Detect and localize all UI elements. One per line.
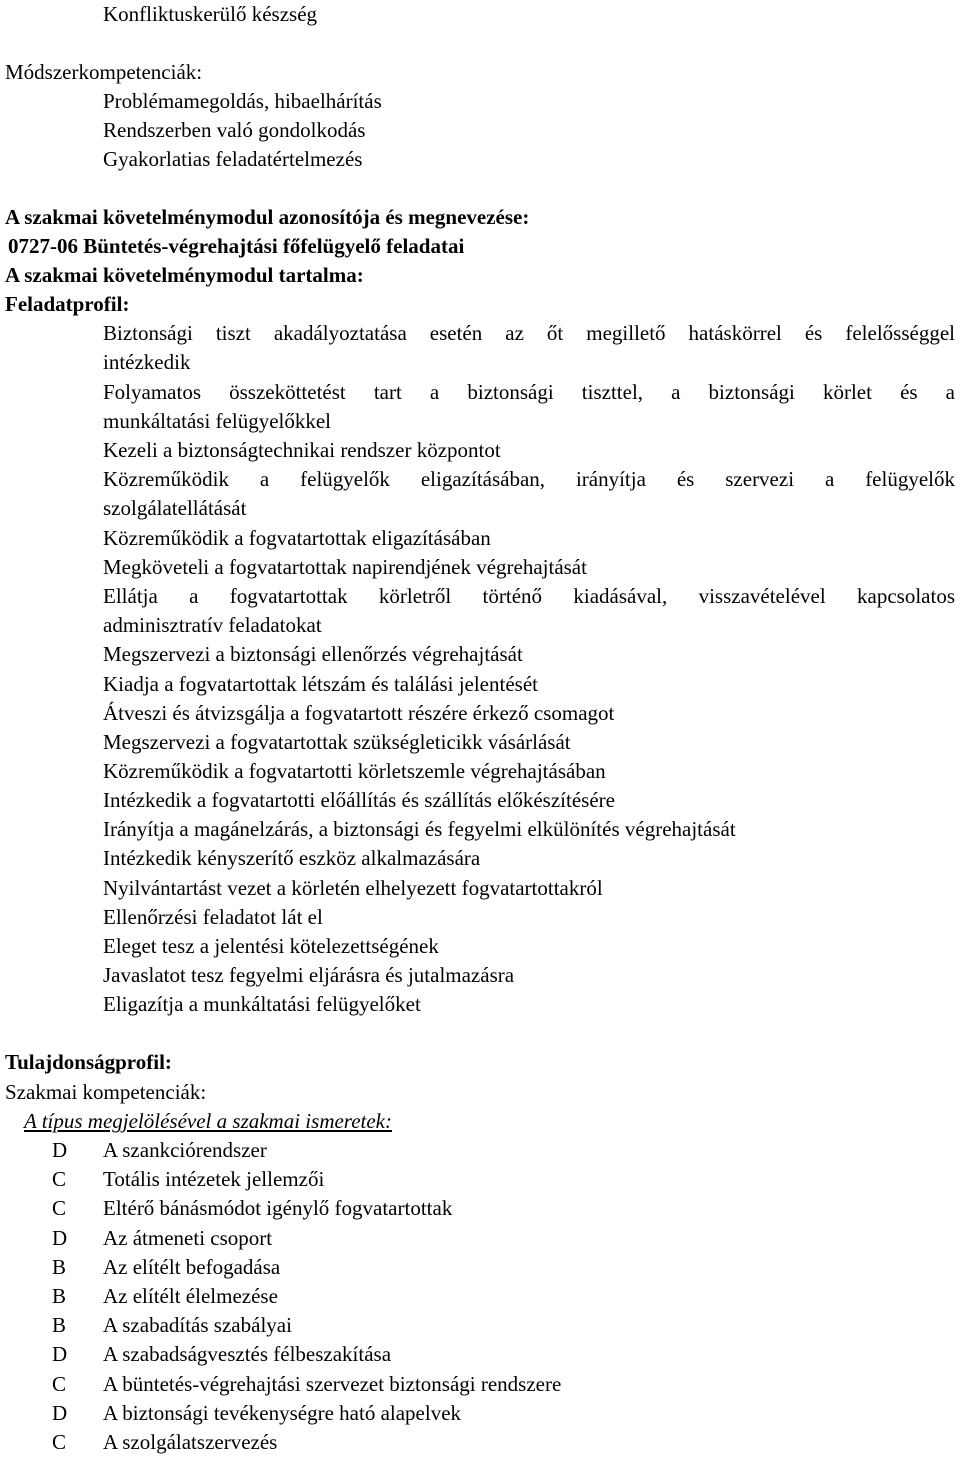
module-content-heading: A szakmai követelménymodul tartalma: bbox=[5, 263, 364, 287]
knowledge-level: D bbox=[52, 1138, 68, 1162]
knowledge-item: A szabadítás szabályai bbox=[103, 1313, 292, 1337]
task-line: Megszervezi a fogvatartottak szükségleticikk vásárlását bbox=[103, 730, 571, 754]
task-line: Közreműködik a felügyelők eligazításában, irányítja és szervezi a felügyelők bbox=[103, 467, 955, 491]
knowledge-row bbox=[0, 1224, 960, 1253]
task-line: Ellátja a fogvatartottak körletről történő kiadásával, visszavételével kapcsolatos bbox=[103, 584, 955, 608]
knowledge-level: B bbox=[52, 1284, 67, 1308]
task-line: Közreműködik a fogvatartottak eligazításában bbox=[103, 526, 491, 550]
module-id-heading: A szakmai követelménymodul azonosítója és megnevezése: bbox=[5, 205, 530, 229]
traits-profile-heading: Tulajdonságprofil: bbox=[5, 1050, 172, 1074]
knowledge-item: A szankciórendszer bbox=[103, 1138, 267, 1162]
knowledge-item: A biztonsági tevékenységre ható alapelvek bbox=[103, 1401, 462, 1425]
task-line-continuation: szolgálatellátását bbox=[103, 496, 247, 520]
method-competence-item: Rendszerben való gondolkodás bbox=[103, 118, 366, 142]
task-line-continuation: adminisztratív feladatokat bbox=[103, 613, 322, 637]
knowledge-item: A szabadságvesztés félbeszakítása bbox=[103, 1342, 392, 1366]
task-line: Intézkedik kényszerítő eszköz alkalmazására bbox=[103, 846, 481, 870]
knowledge-row bbox=[0, 1311, 960, 1340]
knowledge-item: A büntetés-végrehajtási szervezet biztonsági rendszere bbox=[103, 1372, 562, 1396]
task-line: Kiadja a fogvatartottak létszám és találási jelentését bbox=[103, 672, 538, 696]
task-line: Folyamatos összeköttetést tart a biztonsági tiszttel, a biztonsági körlet és a bbox=[103, 380, 955, 404]
knowledge-row bbox=[0, 1340, 960, 1369]
knowledge-row bbox=[0, 1253, 960, 1282]
knowledge-level: C bbox=[52, 1196, 67, 1220]
knowledge-level: D bbox=[52, 1401, 68, 1425]
method-competence-item: Gyakorlatias feladatértelmezés bbox=[103, 147, 363, 171]
knowledge-type-heading: A típus megjelölésével a szakmai ismeretek: bbox=[24, 1109, 392, 1133]
knowledge-row bbox=[0, 1194, 960, 1223]
task-line-continuation: munkáltatási felügyelőkkel bbox=[103, 409, 332, 433]
task-line: Átveszi és átvizsgálja a fogvatartott részére érkező csomagot bbox=[103, 701, 615, 725]
knowledge-row bbox=[0, 1136, 960, 1165]
knowledge-item: Az elítélt élelmezése bbox=[103, 1284, 278, 1308]
task-line: Intézkedik a fogvatartotti előállítás és szállítás előkészítésére bbox=[103, 788, 615, 812]
knowledge-row bbox=[0, 1399, 960, 1428]
task-line: Ellenőrzési feladatot lát el bbox=[103, 905, 323, 929]
skill-line-conflict-avoidance: Konfliktuskerülő készség bbox=[103, 2, 318, 26]
knowledge-level: C bbox=[52, 1167, 67, 1191]
task-line-continuation: intézkedik bbox=[103, 350, 191, 374]
module-id-value: 0727-06 Büntetés-végrehajtási főfelügyelő feladatai bbox=[8, 234, 465, 258]
knowledge-item: Eltérő bánásmódot igénylő fogvatartottak bbox=[103, 1196, 453, 1220]
task-line: Eligazítja a munkáltatási felügyelőket bbox=[103, 992, 421, 1016]
knowledge-item: Az átmeneti csoport bbox=[103, 1226, 273, 1250]
knowledge-level: C bbox=[52, 1430, 67, 1454]
task-line: Javaslatot tesz fegyelmi eljárásra és jutalmazásra bbox=[103, 963, 515, 987]
knowledge-level: C bbox=[52, 1372, 67, 1396]
knowledge-row bbox=[0, 1282, 960, 1311]
task-line: Közreműködik a fogvatartotti körletszemle végrehajtásában bbox=[103, 759, 606, 783]
task-line: Megköveteli a fogvatartottak napirendjének végrehajtását bbox=[103, 555, 587, 579]
knowledge-row bbox=[0, 1165, 960, 1194]
task-line: Megszervezi a biztonsági ellenőrzés végrehajtását bbox=[103, 642, 523, 666]
knowledge-level: B bbox=[52, 1255, 67, 1279]
task-line: Kezeli a biztonságtechnikai rendszer központot bbox=[103, 438, 501, 462]
knowledge-item: Totális intézetek jellemzői bbox=[103, 1167, 325, 1191]
method-competence-item: Problémamegoldás, hibaelhárítás bbox=[103, 89, 382, 113]
task-profile-heading: Feladatprofil: bbox=[5, 292, 130, 316]
knowledge-level: D bbox=[52, 1226, 68, 1250]
task-line: Biztonsági tiszt akadályoztatása esetén az őt megillető hatáskörrel és felelősséggel bbox=[103, 321, 955, 345]
knowledge-item: Az elítélt befogadása bbox=[103, 1255, 281, 1279]
task-line: Nyilvántartást vezet a körletén elhelyezett fogvatartottakról bbox=[103, 876, 603, 900]
knowledge-level: B bbox=[52, 1313, 67, 1337]
professional-competences-heading: Szakmai kompetenciák: bbox=[5, 1080, 207, 1104]
task-line: Eleget tesz a jelentési kötelezettségének bbox=[103, 934, 439, 958]
knowledge-row bbox=[0, 1428, 960, 1457]
task-line: Irányítja a magánelzárás, a biztonsági és fegyelmi elkülönítés végrehajtását bbox=[103, 817, 736, 841]
knowledge-item: A szolgálatszervezés bbox=[103, 1430, 278, 1454]
method-competences-title: Módszerkompetenciák: bbox=[5, 60, 203, 84]
knowledge-level: D bbox=[52, 1342, 68, 1366]
knowledge-row bbox=[0, 1370, 960, 1399]
